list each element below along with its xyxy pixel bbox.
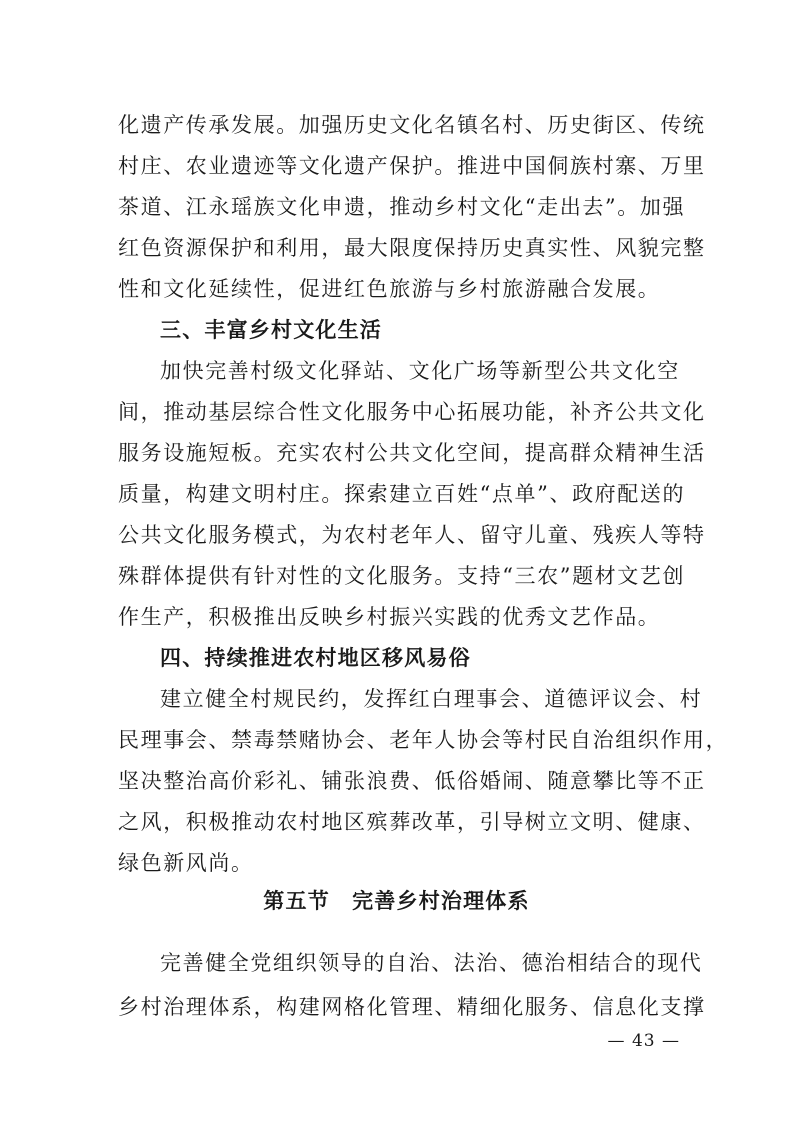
section-title: 第五节 完善乡村治理体系 — [263, 889, 530, 913]
paragraph-line: 殊群体提供有针对性的文化服务。支持“三农”题材文艺创 — [118, 564, 686, 588]
paragraph-line: 完善健全党组织领导的自治、法治、德治相结合的现代 — [160, 951, 703, 975]
paragraph-line: 加快完善村级文化驿站、文化广场等新型公共文化空 — [160, 359, 680, 383]
paragraph-line: 建立健全村规民约，发挥红白理事会、道德评议会、村 — [160, 687, 703, 711]
paragraph-line: 服务设施短板。充实农村公共文化空间，提高群众精神生活 — [118, 441, 706, 465]
paragraph-line: 性和文化延续性，促进红色旅游与乡村旅游融合发展。 — [118, 277, 661, 301]
paragraph-line: 乡村治理体系，构建网格化管理、精细化服务、信息化支撑 — [118, 995, 706, 1019]
paragraph-line: 坚决整治高价彩礼、铺张浪费、低俗婚闹、随意攀比等不正 — [118, 769, 706, 793]
page-number: — 43 — — [607, 1031, 680, 1051]
paragraph-line: 村庄、农业遗迹等文化遗产保护。推进中国侗族村寨、万里 — [118, 154, 706, 178]
paragraph-line: 化遗产传承发展。加强历史文化名镇名村、历史街区、传统 — [118, 113, 706, 137]
paragraph-line: 红色资源保护和利用，最大限度保持历史真实性、风貌完整 — [118, 236, 706, 260]
paragraph-line: 作生产，积极推出反映乡村振兴实践的优秀文艺作品。 — [118, 605, 661, 629]
paragraph-line: 民理事会、禁毒禁赌协会、老年人协会等村民自治组织作用， — [118, 728, 729, 752]
paragraph-line: 间，推动基层综合性文化服务中心拓展功能，补齐公共文化 — [118, 400, 706, 424]
heading-3: 三、丰富乡村文化生活 — [160, 318, 382, 342]
paragraph-line: 之风，积极推动农村地区殡葬改革，引导树立文明、健康、 — [118, 810, 706, 834]
paragraph-line: 质量，构建文明村庄。探索建立百姓“点单”、政府配送的 — [118, 482, 686, 506]
heading-4: 四、持续推进农村地区移风易俗 — [160, 646, 471, 670]
paragraph-line: 绿色新风尚。 — [118, 851, 254, 875]
paragraph-line: 公共文化服务模式，为农村老年人、留守儿童、残疾人等特 — [118, 523, 706, 547]
paragraph-line: 茶道、江永瑶族文化申遗，推动乡村文化“走出去”。加强 — [118, 195, 686, 219]
